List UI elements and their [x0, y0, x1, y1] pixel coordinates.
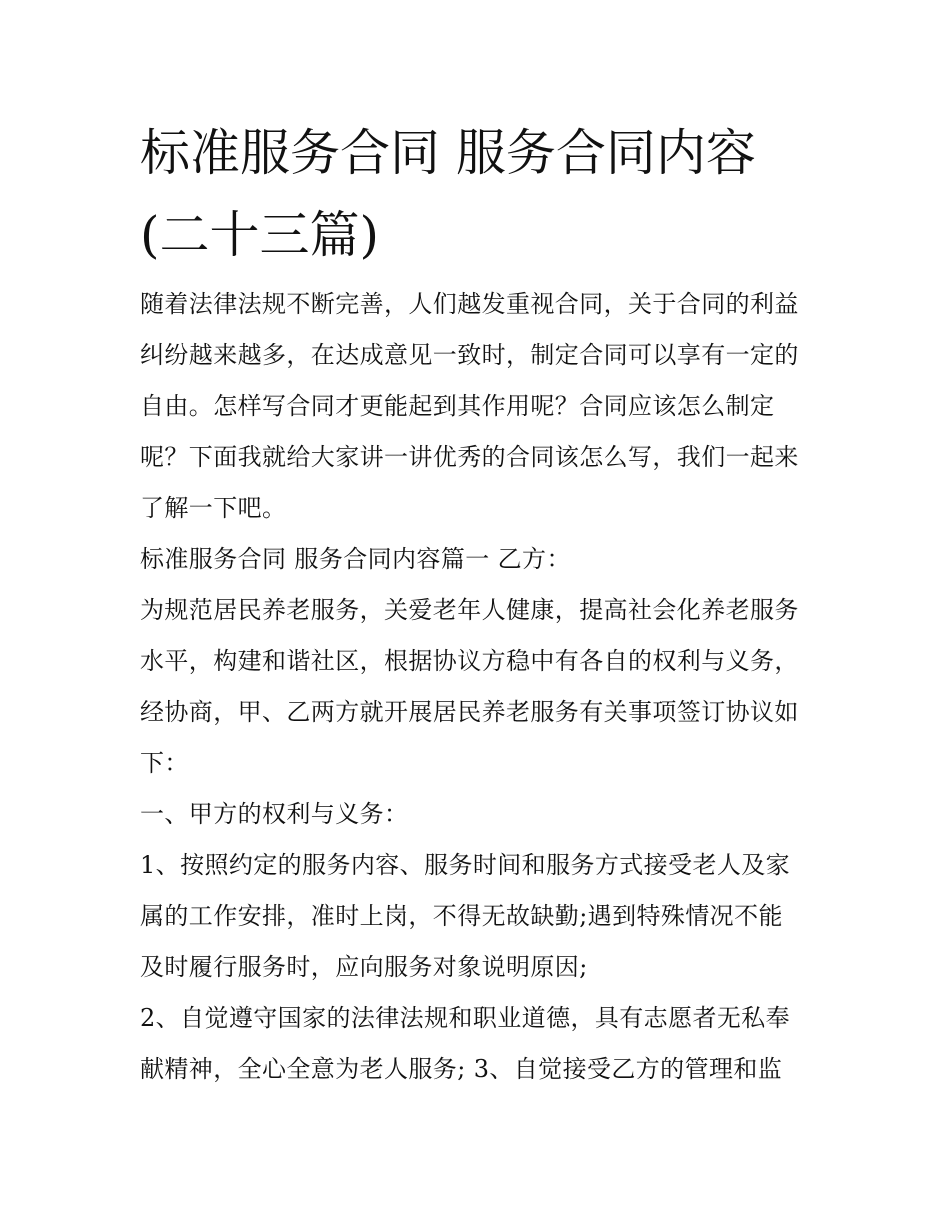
- clause-line: 2、自觉遵守国家的法律法规和职业道德，具有志愿者无私奉: [140, 1004, 791, 1032]
- clause-heading: 一、甲方的权利与义务：: [140, 800, 409, 828]
- body-line: 自由。怎样写合同才更能起到其作用呢？合同应该怎么制定: [140, 392, 775, 420]
- section-heading: 标准服务合同 服务合同内容篇一 乙方：: [140, 545, 571, 573]
- clause-line: 及时履行服务时，应向服务对象说明原因;: [140, 953, 588, 981]
- body-line: 了解一下吧。: [140, 494, 287, 522]
- clause-line: 属的工作安排，准时上岗，不得无故缺勤;遇到特殊情况不能: [140, 902, 783, 930]
- title-line-1: 标准服务合同 服务合同内容: [140, 124, 756, 182]
- body-line: 随着法律法规不断完善，人们越发重视合同，关于合同的利益: [140, 290, 799, 318]
- clause-line: 1、按照约定的服务内容、服务时间和服务方式接受老人及家: [140, 851, 791, 879]
- title-line-2: (二十三篇): [140, 206, 380, 264]
- document-title: [140, 112, 840, 276]
- body-line: 下：: [140, 749, 189, 777]
- body-line: 为规范居民养老服务，关爱老年人健康，提高社会化养老服务: [140, 596, 799, 624]
- document-body: [140, 279, 820, 1095]
- clause-line: 献精神，全心全意为老人服务; 3、自觉接受乙方的管理和监: [140, 1055, 783, 1083]
- body-line: 水平，构建和谐社区，根据协议方稳中有各自的权利与义务，: [140, 647, 799, 675]
- body-line: 经协商，甲、乙两方就开展居民养老服务有关事项签订协议如: [140, 698, 799, 726]
- body-line: 纠纷越来越多，在达成意见一致时，制定合同可以享有一定的: [140, 341, 799, 369]
- body-line: 呢？下面我就给大家讲一讲优秀的合同该怎么写，我们一起来: [140, 443, 799, 471]
